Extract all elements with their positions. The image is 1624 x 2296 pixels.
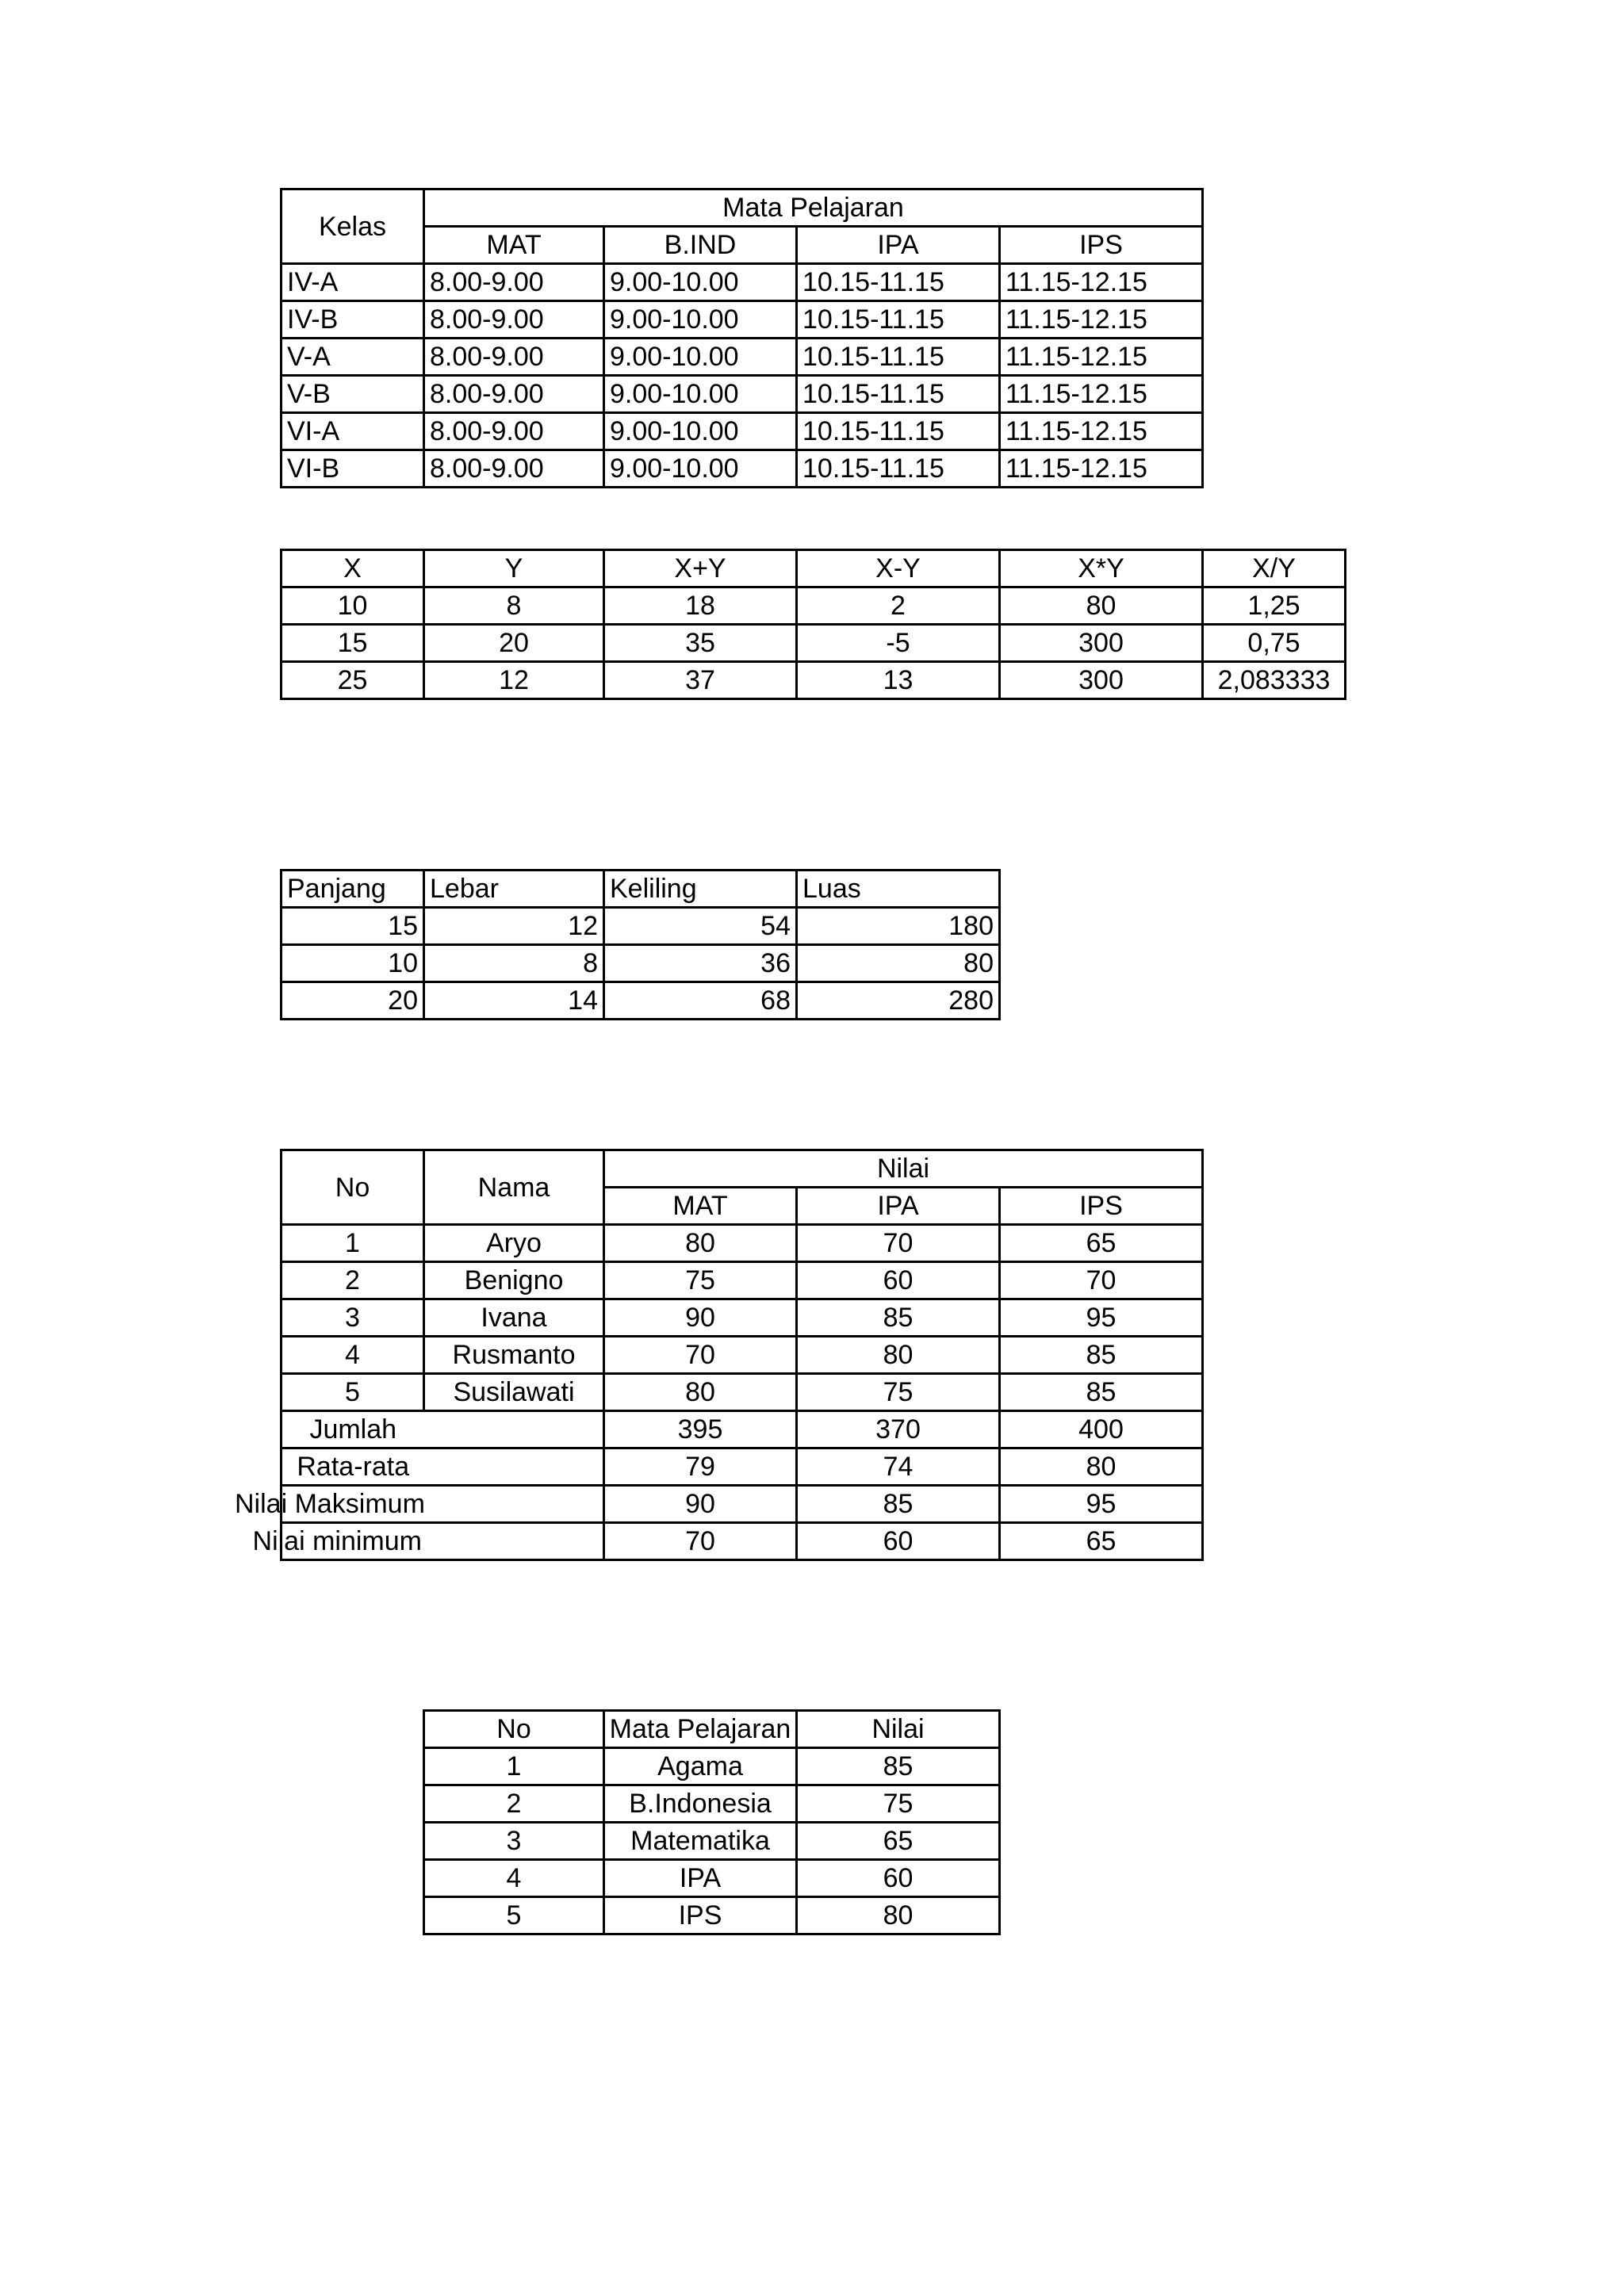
column-header: X/Y bbox=[1203, 550, 1346, 587]
column-header: Panjang bbox=[282, 871, 424, 908]
cell: 12 bbox=[424, 908, 604, 945]
cell: -5 bbox=[797, 625, 1000, 662]
time-cell: 9.00-10.00 bbox=[604, 450, 797, 488]
score-cell: 95 bbox=[1000, 1299, 1203, 1337]
summary-cell: 85 bbox=[797, 1486, 1000, 1523]
time-cell: 9.00-10.00 bbox=[604, 264, 797, 301]
cell: 10 bbox=[282, 587, 424, 625]
summary-cell: 370 bbox=[797, 1411, 1000, 1448]
subject-header: IPS bbox=[1000, 227, 1203, 264]
subject-header: IPS bbox=[1000, 1188, 1203, 1225]
summary-cell: 79 bbox=[604, 1448, 797, 1486]
score-cell: 75 bbox=[797, 1785, 1000, 1823]
rectangle-table bbox=[280, 869, 1001, 1020]
no-cell: 3 bbox=[424, 1823, 604, 1860]
class-cell: IV-B bbox=[282, 301, 424, 339]
table-row bbox=[424, 1748, 1000, 1785]
score-cell: 65 bbox=[797, 1823, 1000, 1860]
arithmetic-table bbox=[280, 549, 1346, 700]
score-cell: 85 bbox=[1000, 1374, 1203, 1411]
cell: 36 bbox=[604, 945, 797, 982]
mata-pelajaran-header: Mata Pelajaran bbox=[424, 189, 1203, 227]
time-cell: 9.00-10.00 bbox=[604, 301, 797, 339]
cell: 10 bbox=[282, 945, 424, 982]
time-cell: 10.15-11.15 bbox=[797, 413, 1000, 450]
nama-header: Nama bbox=[424, 1150, 604, 1225]
column-header: No bbox=[424, 1711, 604, 1748]
score-cell: 80 bbox=[797, 1337, 1000, 1374]
summary-label: Jumlah bbox=[282, 1411, 424, 1448]
score-cell: 80 bbox=[604, 1225, 797, 1262]
score-cell: 75 bbox=[604, 1262, 797, 1299]
summary-cell: 74 bbox=[797, 1448, 1000, 1486]
name-cell: Aryo bbox=[424, 1225, 604, 1262]
table-row bbox=[282, 1225, 1203, 1262]
table-row bbox=[282, 1374, 1203, 1411]
cell: 0,75 bbox=[1203, 625, 1346, 662]
no-cell: 2 bbox=[424, 1785, 604, 1823]
table-row bbox=[282, 301, 1203, 339]
cell: 1,25 bbox=[1203, 587, 1346, 625]
no-header: No bbox=[282, 1150, 424, 1225]
no-cell: 5 bbox=[424, 1897, 604, 1934]
score-cell: 60 bbox=[797, 1262, 1000, 1299]
table-row bbox=[282, 376, 1203, 413]
table-row bbox=[282, 625, 1346, 662]
summary-label: Nilai minimum bbox=[282, 1523, 424, 1560]
subject-header: IPA bbox=[797, 227, 1000, 264]
time-cell: 8.00-9.00 bbox=[424, 264, 604, 301]
cell: 14 bbox=[424, 982, 604, 1020]
class-cell: VI-B bbox=[282, 450, 424, 488]
cell: 300 bbox=[1000, 662, 1203, 699]
cell: 280 bbox=[797, 982, 1000, 1020]
score-cell: 70 bbox=[604, 1337, 797, 1374]
time-cell: 9.00-10.00 bbox=[604, 376, 797, 413]
cell: 68 bbox=[604, 982, 797, 1020]
time-cell: 8.00-9.00 bbox=[424, 376, 604, 413]
no-cell: 4 bbox=[424, 1860, 604, 1897]
time-cell: 11.15-12.15 bbox=[1000, 264, 1203, 301]
column-header: Y bbox=[424, 550, 604, 587]
time-cell: 11.15-12.15 bbox=[1000, 376, 1203, 413]
subject-cell: Agama bbox=[604, 1748, 797, 1785]
table-row bbox=[282, 908, 1000, 945]
table-row bbox=[424, 1785, 1000, 1823]
summary-row bbox=[282, 1448, 1203, 1486]
no-cell: 4 bbox=[282, 1337, 424, 1374]
name-cell: Rusmanto bbox=[424, 1337, 604, 1374]
table-row bbox=[424, 1860, 1000, 1897]
time-cell: 9.00-10.00 bbox=[604, 339, 797, 376]
summary-cell: 60 bbox=[797, 1523, 1000, 1560]
cell: 20 bbox=[424, 625, 604, 662]
subject-cell: B.Indonesia bbox=[604, 1785, 797, 1823]
subject-cell: IPS bbox=[604, 1897, 797, 1934]
summary-row bbox=[282, 1486, 1203, 1523]
class-cell: V-B bbox=[282, 376, 424, 413]
table-row bbox=[282, 982, 1000, 1020]
table-row bbox=[282, 264, 1203, 301]
table-row bbox=[282, 945, 1000, 982]
table-row bbox=[282, 1299, 1203, 1337]
nilai-header: Nilai bbox=[604, 1150, 1203, 1188]
score-cell: 60 bbox=[797, 1860, 1000, 1897]
cell: 54 bbox=[604, 908, 797, 945]
summary-cell: 90 bbox=[604, 1486, 797, 1523]
time-cell: 8.00-9.00 bbox=[424, 339, 604, 376]
kelas-header: Kelas bbox=[282, 189, 424, 264]
summary-spacer bbox=[424, 1411, 604, 1448]
summary-cell: 65 bbox=[1000, 1523, 1203, 1560]
header-row bbox=[282, 871, 1000, 908]
time-cell: 11.15-12.15 bbox=[1000, 301, 1203, 339]
subject-header: MAT bbox=[604, 1188, 797, 1225]
summary-spacer bbox=[424, 1486, 604, 1523]
time-cell: 10.15-11.15 bbox=[797, 264, 1000, 301]
table-row bbox=[282, 450, 1203, 488]
cell: 15 bbox=[282, 625, 424, 662]
score-cell: 85 bbox=[797, 1748, 1000, 1785]
name-cell: Benigno bbox=[424, 1262, 604, 1299]
subject-header: IPA bbox=[797, 1188, 1000, 1225]
score-cell: 75 bbox=[797, 1374, 1000, 1411]
no-cell: 2 bbox=[282, 1262, 424, 1299]
time-cell: 10.15-11.15 bbox=[797, 450, 1000, 488]
time-cell: 10.15-11.15 bbox=[797, 339, 1000, 376]
cell: 37 bbox=[604, 662, 797, 699]
time-cell: 11.15-12.15 bbox=[1000, 450, 1203, 488]
header-row bbox=[424, 1711, 1000, 1748]
summary-row bbox=[282, 1523, 1203, 1560]
cell: 80 bbox=[797, 945, 1000, 982]
header-row bbox=[282, 550, 1346, 587]
cell: 2,083333 bbox=[1203, 662, 1346, 699]
time-cell: 8.00-9.00 bbox=[424, 301, 604, 339]
summary-cell: 400 bbox=[1000, 1411, 1203, 1448]
score-cell: 85 bbox=[797, 1299, 1000, 1337]
table-row bbox=[282, 413, 1203, 450]
summary-label: Rata-rata bbox=[282, 1448, 424, 1486]
score-cell: 85 bbox=[1000, 1337, 1203, 1374]
score-cell: 80 bbox=[604, 1374, 797, 1411]
no-cell: 1 bbox=[282, 1225, 424, 1262]
time-cell: 11.15-12.15 bbox=[1000, 413, 1203, 450]
summary-label: Nilai Maksimum bbox=[282, 1486, 424, 1523]
no-cell: 1 bbox=[424, 1748, 604, 1785]
cell: 300 bbox=[1000, 625, 1203, 662]
column-header: Mata Pelajaran bbox=[604, 1711, 797, 1748]
name-cell: Susilawati bbox=[424, 1374, 604, 1411]
column-header: X-Y bbox=[797, 550, 1000, 587]
column-header: Luas bbox=[797, 871, 1000, 908]
cell: 35 bbox=[604, 625, 797, 662]
summary-cell: 80 bbox=[1000, 1448, 1203, 1486]
summary-spacer bbox=[424, 1523, 604, 1560]
cell: 25 bbox=[282, 662, 424, 699]
cell: 180 bbox=[797, 908, 1000, 945]
grades-table bbox=[235, 1149, 1204, 1561]
subject-cell: IPA bbox=[604, 1860, 797, 1897]
schedule-table bbox=[280, 188, 1204, 488]
column-header: X bbox=[282, 550, 424, 587]
column-header: X+Y bbox=[604, 550, 797, 587]
column-header: Keliling bbox=[604, 871, 797, 908]
cell: 18 bbox=[604, 587, 797, 625]
column-header: X*Y bbox=[1000, 550, 1203, 587]
subject-header: MAT bbox=[424, 227, 604, 264]
table-row bbox=[424, 1823, 1000, 1860]
time-cell: 10.15-11.15 bbox=[797, 301, 1000, 339]
score-cell: 65 bbox=[1000, 1225, 1203, 1262]
cell: 20 bbox=[282, 982, 424, 1020]
score-cell: 80 bbox=[797, 1897, 1000, 1934]
time-cell: 10.15-11.15 bbox=[797, 376, 1000, 413]
table-row bbox=[282, 339, 1203, 376]
table-row bbox=[282, 662, 1346, 699]
name-cell: Ivana bbox=[424, 1299, 604, 1337]
class-cell: VI-A bbox=[282, 413, 424, 450]
no-cell: 3 bbox=[282, 1299, 424, 1337]
table-row bbox=[424, 1897, 1000, 1934]
time-cell: 9.00-10.00 bbox=[604, 413, 797, 450]
summary-spacer bbox=[424, 1448, 604, 1486]
cell: 13 bbox=[797, 662, 1000, 699]
subject-cell: Matematika bbox=[604, 1823, 797, 1860]
column-header: Nilai bbox=[797, 1711, 1000, 1748]
time-cell: 8.00-9.00 bbox=[424, 413, 604, 450]
summary-row bbox=[282, 1411, 1203, 1448]
table-row bbox=[282, 1337, 1203, 1374]
cell: 2 bbox=[797, 587, 1000, 625]
table-row bbox=[282, 587, 1346, 625]
cell: 80 bbox=[1000, 587, 1203, 625]
score-cell: 70 bbox=[1000, 1262, 1203, 1299]
time-cell: 11.15-12.15 bbox=[1000, 339, 1203, 376]
cell: 8 bbox=[424, 945, 604, 982]
subject-header: B.IND bbox=[604, 227, 797, 264]
cell: 8 bbox=[424, 587, 604, 625]
summary-cell: 395 bbox=[604, 1411, 797, 1448]
summary-cell: 70 bbox=[604, 1523, 797, 1560]
score-cell: 90 bbox=[604, 1299, 797, 1337]
column-header: Lebar bbox=[424, 871, 604, 908]
no-cell: 5 bbox=[282, 1374, 424, 1411]
cell: 12 bbox=[424, 662, 604, 699]
cell: 15 bbox=[282, 908, 424, 945]
report-table bbox=[423, 1709, 1001, 1935]
score-cell: 70 bbox=[797, 1225, 1000, 1262]
class-cell: IV-A bbox=[282, 264, 424, 301]
time-cell: 8.00-9.00 bbox=[424, 450, 604, 488]
class-cell: V-A bbox=[282, 339, 424, 376]
table-row bbox=[282, 1262, 1203, 1299]
summary-cell: 95 bbox=[1000, 1486, 1203, 1523]
